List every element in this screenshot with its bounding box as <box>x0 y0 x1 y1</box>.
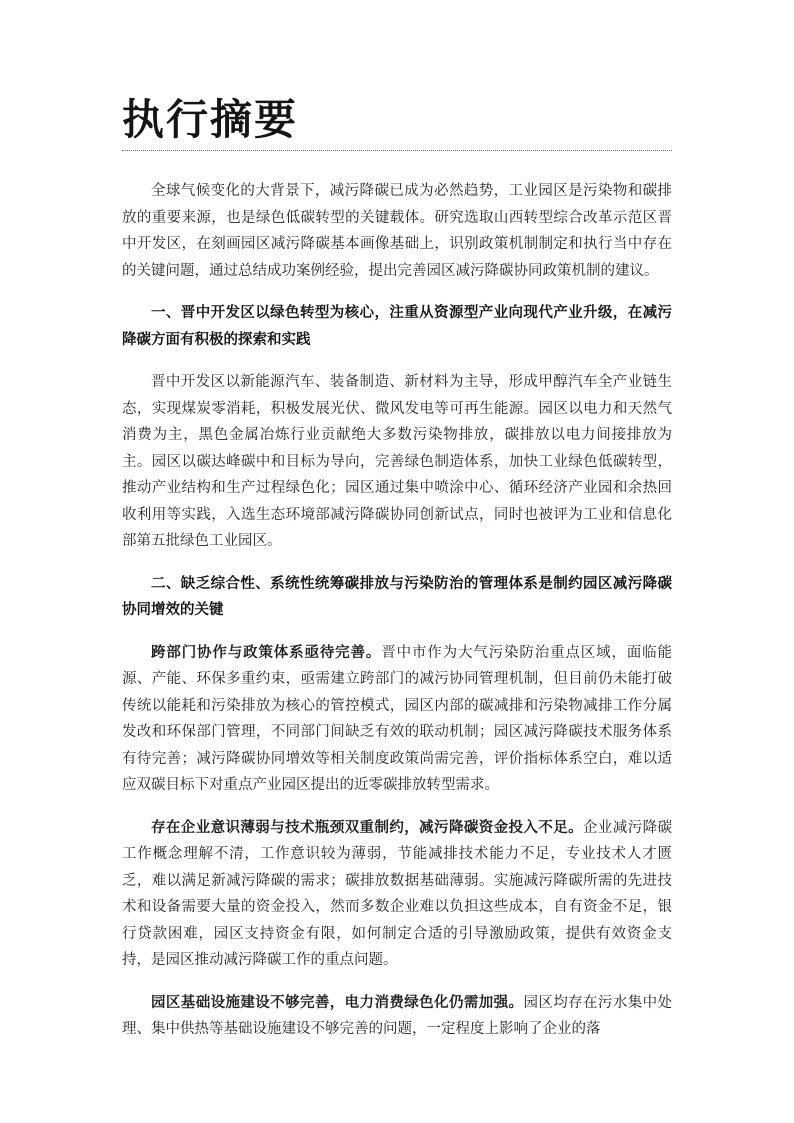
paragraph-text: 企业减污降碳工作概念理解不清，工作意识较为薄弱，节能减排技术能力不足，专业技术人才匮乏，难以满足新减污降碳的需求；碳排放数据基础薄弱。实施减污降碳所需的先进技术和设备需要大量的资金投入，然而多数企业难以负担这些成本，自有资金不足，银行贷款困难，园区支持资金有限，如何制定合适的引导激励政策，提供有效资金支持，是园区推动减污降碳工作的重点问题。 <box>122 819 673 968</box>
paragraph-lead: 跨部门协作与政策体系亟待完善。 <box>151 644 382 661</box>
paragraph-text: 园区均存在污水集中处理、集中供热等基础设施建设不够完善的问题，一定程度上影响了企业的落 <box>122 994 673 1037</box>
section-1-heading: 一、晋中开发区以绿色转型为核心，注重从资源型产业向现代产业升级，在减污降碳方面有积极的探索和实践 <box>122 305 672 348</box>
paragraph-lead: 存在企业意识薄弱与技术瓶颈双重制约，减污降碳资金投入不足。 <box>151 819 584 836</box>
section-1-paragraph: 晋中开发区以新能源汽车、装备制造、新材料为主导，形成甲醇汽车全产业链生态，实现煤炭零消耗，积极发展光伏、微风发电等可再生能源。园区以电力和天然气消费为主，黑色金属冶炼行业贡献绝大多数污染物排放，碳排放以电力间接排放为主。园区以碳达峰碳中和目标为导向，完善绿色制造体系，加快工业绿色低碳转型，推动产业结构和生产过程绿色化；园区通过集中喷涂中心、循环经济产业园和余热回收利用等实践，入选生态环境部减污降碳协同创新试点，同时也被评为工业和信息化部第五批绿色工业园区。 <box>122 374 672 549</box>
page-title: 执行摘要 <box>122 95 299 144</box>
section-2-paragraph-2 <box>122 815 672 974</box>
paragraph-lead: 园区基础设施建设不够完善，电力消费绿色化仍需加强。 <box>151 994 524 1011</box>
document-body <box>122 178 672 1059</box>
section-2-paragraph-1 <box>122 640 672 799</box>
title-divider <box>122 150 672 151</box>
intro-paragraph: 全球气候变化的大背景下，减污降碳已成为必然趋势，工业园区是污染物和碳排放的重要来源，也是绿色低碳转型的关键载体。研究选取山西转型综合改革示范区晋中开发区，在刻画园区减污降碳基本画像基础上，识别政策机制制定和执行当中存在的关键问题，通过总结成功案例经验，提出完善园区减污降碳协同政策机制的建议。 <box>122 183 672 279</box>
paragraph-text: 晋中市作为大气污染防治重点区域，面临能源、产能、环保多重约束，亟需建立跨部门的减污协同管理机制，但目前仍未能打破传统以能耗和污染排放为核心的管控模式，园区内部的碳减排和污染物减排工作分属发改和环保部门管理，不同部门间缺乏有效的联动机制；园区减污降碳技术服务体系有待完善；减污降碳协同增效等相关制度政策尚需完善，评价指标体系空白，难以适应双碳目标下对重点产业园区提出的近零碳排放转型需求。 <box>122 644 673 793</box>
section-2-paragraph-3 <box>122 990 672 1043</box>
section-2-heading: 二、缺乏综合性、系统性统筹碳排放与污染防治的管理体系是制约园区减污降碳协同增效的关键 <box>122 575 672 618</box>
